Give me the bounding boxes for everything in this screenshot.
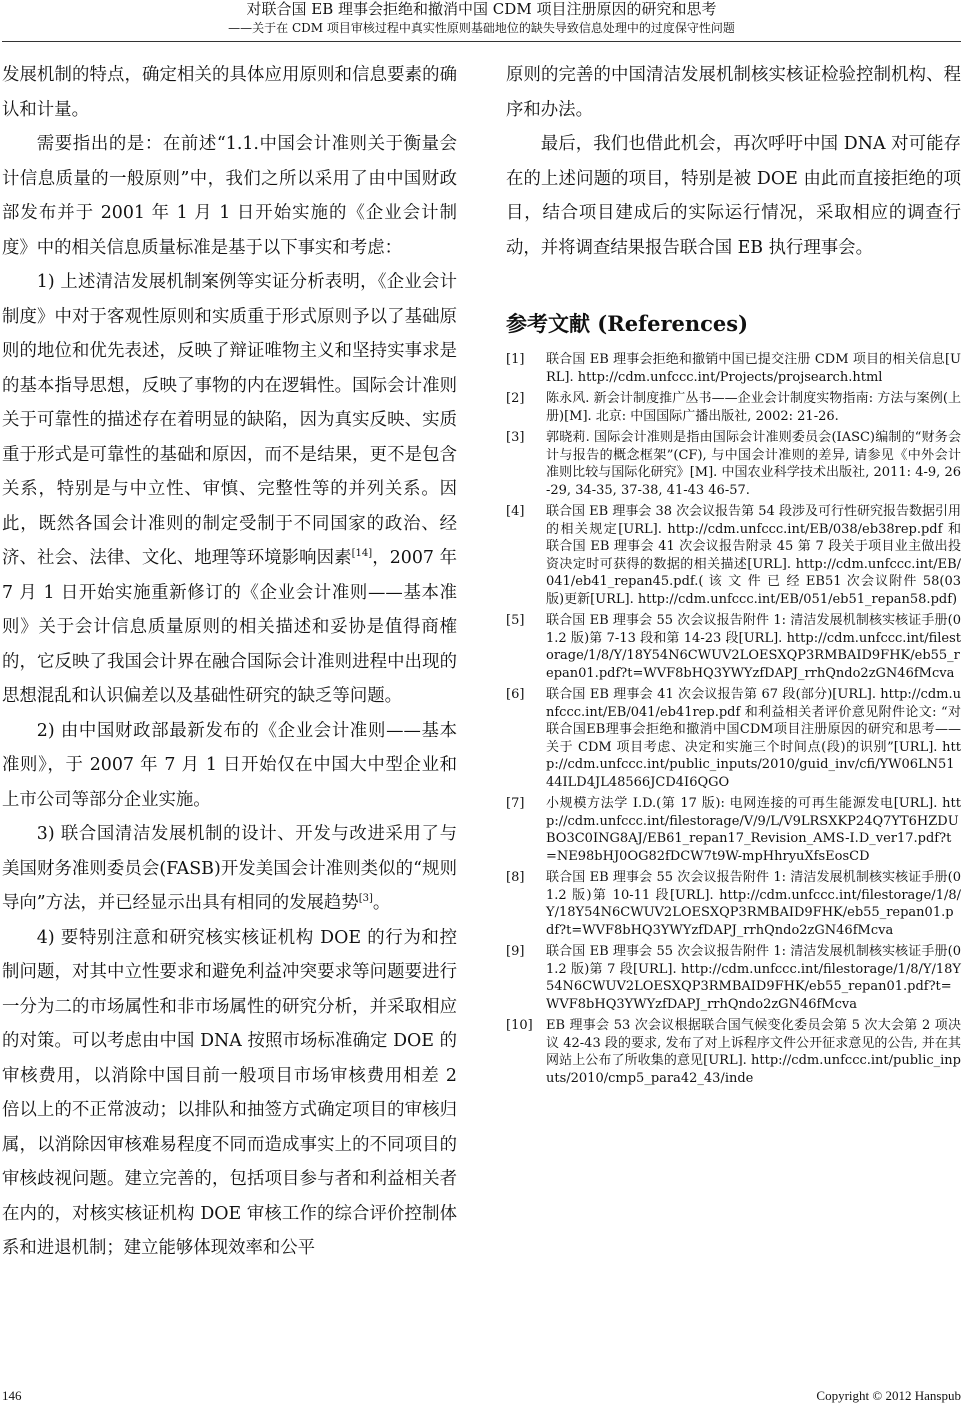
- header-title: 对联合国 EB 理事会拒绝和撤消中国 CDM 项目注册原因的研究和思考: [246, 0, 717, 18]
- page-number: 146: [2, 1388, 22, 1403]
- page-footer: [2, 1388, 961, 1404]
- paragraph-text: 。: [372, 893, 391, 913]
- reference-item: [506, 795, 961, 865]
- citation: [14]: [351, 548, 373, 560]
- reference-number: [5]: [506, 613, 525, 628]
- paragraph: 2) 由中国财政部最新发布的《企业会计准则——基本准则》，于 2007 年 7 月 1 日开始仅在中国大中型企业和上市公司等部分企业实施。: [2, 720, 457, 810]
- reference-item: [506, 612, 961, 682]
- reference-item: [506, 503, 961, 608]
- reference-text: 陈永风. 新会计制度推广丛书——企业会计制度实物指南: 方法与案例(上册)[M]. 北京: 中国国际广播出版社, 2002: 21-26.: [546, 391, 961, 424]
- reference-text: 联合国 EB 理事会 41 次会议报告第 67 段(部分)[URL]. http://cdm.unfccc.int/EB/041/eb41rep.pdf 和利益相关者评价意见附件论文: “对联合国EB理事会拒绝和撤消中国CDM项目注册原因的研究和思考——关于 CDM 项目考虑、决定和实施三个时间点(段)的识别”[URL]. http://cdm.unfccc.int/public_inputs/2010/guid_inv/cfi/YW06LN5144ILD4JL48566JCD4I6QGO: [546, 687, 961, 790]
- paragraph: 需要指出的是：在前述“1.1.中国会计准则关于衡量会计信息质量的一般原则”中，我们之所以采用了由中国财政部发布并于 2001 年 1 月 1 日开始实施的《企业会计制度》中的相关信息质量标准是基于以下事实和考虑：: [2, 134, 457, 258]
- reference-text: 联合国 EB 理事会 55 次会议报告附件 1: 清洁发展机制核实核证手册(01.2 版)第 7-13 段和第 14-23 段[URL]. http://cdm.unfccc.int/filestorage/1/8/Y/18Y54N6CWUV2LOESXQP3RMBAID9FHK/eb55_repan01.pdf?t=WVF8bHQ3YWYzfDAPJ_rrhQndo2zGN46fMcva: [546, 613, 961, 681]
- paragraph-text: 1) 上述清洁发展机制案例等实证分析表明，《企业会计制度》中对于客观性原则和实质重于形式原则予以了基础原则的地位和优先表述，反映了辩证唯物主义和坚持实事求是的基本指导思想，反映了事物的内在逻辑性。国际会计准则关于可靠性的描述存在着明显的缺陷，因为真实反映、实质重于形式是可靠性的基础和原因，而不是结果，更不是包含关系，特别是与中立性、审慎、完整性等的并列关系。因此，既然各国会计准则的制定受制于不同国家的政治、经济、社会、法律、文化、地理等环境影响因素: [2, 272, 457, 568]
- reference-text: EB 理事会 53 次会议根据联合国气候变化委员会第 5 次大会第 2 项决议 42-43 段的要求, 发布了对上诉程序文件公开征求意见的公告, 并在其网站上公布了所收集的意见[URL]. http://cdm.unfccc.int/public_inputs/2010/cmp5_para42_43/inde: [546, 1018, 961, 1086]
- reference-text: 联合国 EB 理事会 38 次会议报告第 54 段涉及可行性研究报告数据引用的相关规定[URL]. http://cdm.unfccc.int/EB/038/eb38rep.pdf 和联合国 EB 理事会 41 次会议报告附录 45 第 7 段关于项目业主做出投资决定时可获得的数据的相关描述[URL]. http://cdm.unfccc.int/EB/041/eb41_repan45.pdf.( 该 文 件 已 经 EB51 次会议附件 58(03 版)更新[URL]. http://cdm.unfccc.int/EB/051/eb51_repan58.pdf): [546, 504, 961, 607]
- reference-number: [2]: [506, 391, 525, 406]
- reference-text: 联合国 EB 理事会拒绝和撤销中国已提交注册 CDM 项目的相关信息[URL]. http://cdm.unfccc.int/Projects/projsearch.html: [546, 352, 961, 385]
- reference-number: [8]: [506, 870, 525, 885]
- reference-number: [4]: [506, 504, 525, 519]
- paragraph: 原则的完善的中国清洁发展机制核实核证检验控制机构、程序和办法。: [506, 65, 961, 120]
- citation: [3]: [358, 893, 373, 905]
- paragraph: 发展机制的特点，确定相关的具体应用原则和信息要素的确认和计量。: [2, 65, 457, 120]
- reference-number: [10]: [506, 1018, 533, 1033]
- paragraph: [2, 817, 457, 921]
- reference-number: [6]: [506, 687, 525, 702]
- reference-item: [506, 390, 961, 425]
- reference-item: [506, 1017, 961, 1087]
- reference-item: [506, 869, 961, 939]
- running-header: [0, 0, 963, 40]
- reference-number: [7]: [506, 796, 525, 811]
- reference-item: [506, 943, 961, 1013]
- reference-number: [3]: [506, 430, 525, 445]
- reference-number: [1]: [506, 352, 525, 367]
- paragraph: 4) 要特别注意和研究核实核证机构 DOE 的行为和控制问题，对其中立性要求和避免利益冲突要求等问题要进行一分为二的市场属性和非市场属性的研究分析，并采取相应的对策。可以考虑由中国 DNA 按照市场标准确定 DOE 的审核费用，以消除中国目前一般项目市场审核费用相差 2 倍以上的不正常波动；以排队和抽签方式确定项目的审核归属，以消除因审核难易程度不同而造成事实上的不同项目的审核歧视问题。建立完善的，包括项目参与者和利益相关者在内的，对核实核证机构 DOE 审核工作的综合评价控制体系和进退机制；建立能够体现效率和公平: [2, 927, 457, 1258]
- reference-item: [506, 351, 961, 386]
- reference-text: 联合国 EB 理事会 55 次会议报告附件 1: 清洁发展机制核实核证手册(01.2 版)第 10-11 段[URL]. http://cdm.unfccc.int/filestorage/1/8/Y/18Y54N6CWUV2LOESXQP3RMBAID9FHK/eb55_repan01.pdf?t=WVF8bHQ3YWYzfDAPJ_rrhQndo2zGN46fMcva: [546, 870, 961, 938]
- right-column: [506, 58, 961, 1091]
- header-rule: [2, 41, 961, 42]
- left-column: [2, 58, 457, 1266]
- reference-item: [506, 429, 961, 499]
- reference-text: 郭晓莉. 国际会计准则是指由国际会计准则委员会(IASC)编制的“财务会计与报告的概念框架”(CF), 与中国会计准则的差异, 请参见《中外会计准则比较与国际化研究》[M]. 中国农业科学技术出版社, 2011: 4-9, 26-29, 34-35, 37-38, 41-43 46-57.: [546, 430, 961, 498]
- reference-text: 联合国 EB 理事会 55 次会议报告附件 1: 清洁发展机制核实核证手册(01.2 版)第 7 段[URL]. http://cdm.unfccc.int/filestorage/1/8/Y/18Y54N6CWUV2LOESXQP3RMBAID9FHK/eb55_repan01.pdf?t=WVF8bHQ3YWYzfDAPJ_rrhQndo2zGN46fMcva: [546, 944, 961, 1012]
- reference-text: 小规模方法学 I.D.(第 17 版): 电网连接的可再生能源发电[URL]. http://cdm.unfccc.int/filestorage/V/9/L/V9LRSXKP24Q7YT6HZDUBO3C0ING8AJ/EB61_repan17_Revision_AMS-I.D_ver17.pdf?t=NE98bHJ0OG82fDCW7t9W-mpHhryuXfsEosCD: [546, 796, 961, 864]
- copyright: Copyright © 2012 Hanspub: [816, 1388, 961, 1403]
- reference-item: [506, 686, 961, 791]
- reference-number: [9]: [506, 944, 525, 959]
- references-heading: 参考文献 (References): [506, 311, 749, 336]
- reference-list: [506, 351, 961, 1087]
- header-subtitle: ——关于在 CDM 项目审核过程中真实性原则基础地位的缺失导致信息处理中的过度保守性问题: [228, 21, 735, 35]
- paragraph: [2, 265, 457, 714]
- paragraph-text: ，2007 年 7 月 1 日开始实施重新修订的《企业会计准则——基本准则》关于会计信息质量原则的相关描述和妥协是值得商榷的，它反映了我国会计界在融合国际会计准则进程中出现的思想混乱和认识偏差以及基础性研究的缺乏等问题。: [2, 548, 457, 706]
- paragraph: 最后，我们也借此机会，再次呼吁中国 DNA 对可能存在的上述问题的项目，特别是被 DOE 由此而直接拒绝的项目，结合项目建成后的实际运行情况，采取相应的调查行动，并将调查结果报告联合国 EB 执行理事会。: [506, 134, 961, 258]
- paragraph-text: 3) 联合国清洁发展机制的设计、开发与改进采用了与美国财务准则委员会(FASB)开发美国会计准则类似的“规则导向”方法，并已经显示出具有相同的发展趋势: [2, 824, 457, 913]
